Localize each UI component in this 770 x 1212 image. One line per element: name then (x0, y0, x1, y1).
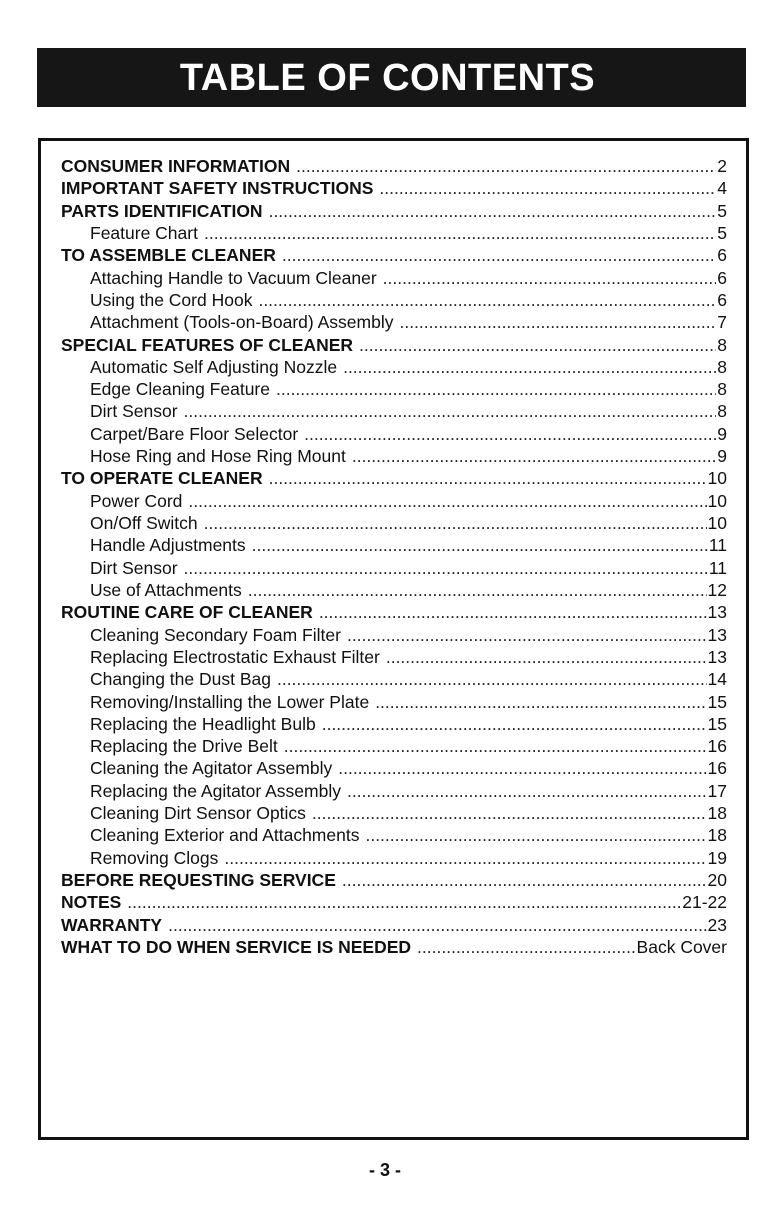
toc-entry-title: Dirt Sensor (90, 557, 178, 578)
toc-entry-title: Changing the Dust Bag (90, 669, 271, 690)
toc-entry-page: 19 (707, 847, 727, 868)
toc-dot-leader (322, 713, 707, 735)
toc-dot-leader (338, 757, 706, 779)
toc-subsection-entry (61, 534, 727, 556)
toc-dot-leader (417, 936, 636, 958)
toc-entry-page: 16 (707, 736, 727, 757)
toc-dot-leader (365, 824, 706, 846)
toc-subsection-entry (61, 423, 727, 445)
toc-subsection-entry (61, 579, 727, 601)
toc-entry-title: Cleaning the Agitator Assembly (90, 758, 333, 779)
toc-section-entry (61, 200, 727, 222)
toc-dot-leader (168, 914, 706, 936)
toc-entry-page: 15 (707, 713, 727, 734)
toc-entry-title: ROUTINE CARE OF CLEANER (61, 602, 313, 623)
toc-dot-leader (248, 579, 707, 601)
toc-entry-title: Carpet/Bare Floor Selector (90, 423, 299, 444)
toc-dot-leader (312, 802, 707, 824)
toc-entry-title: Cleaning Secondary Foam Filter (90, 624, 341, 645)
toc-entry-page: 8 (717, 356, 727, 377)
toc-entry-page: 12 (707, 579, 727, 600)
toc-dot-leader (399, 311, 716, 333)
toc-dot-leader (375, 691, 706, 713)
toc-entry-title: BEFORE REQUESTING SERVICE (61, 870, 336, 890)
toc-entry-page: 11 (708, 535, 727, 556)
toc-entry-page: Back Cover (636, 936, 727, 957)
toc-entry-title: Use of Attachments (90, 579, 242, 600)
toc-entry-title: Removing/Installing the Lower Plate (90, 691, 370, 712)
toc-entry-title: Cleaning Dirt Sensor Optics (90, 803, 306, 824)
toc-entry-page: 10 (707, 490, 727, 511)
toc-dot-leader (184, 557, 708, 579)
toc-entry-page: 18 (707, 803, 727, 824)
toc-entry-page: 6 (717, 267, 727, 288)
toc-dot-leader (188, 490, 706, 512)
toc-dot-leader (342, 869, 707, 891)
toc-dot-leader (258, 289, 716, 311)
toc-dot-leader (252, 534, 708, 556)
toc-dot-leader (127, 891, 681, 913)
toc-entry-page: 6 (717, 245, 727, 266)
toc-subsection-entry (61, 624, 727, 646)
toc-dot-leader (296, 155, 716, 177)
toc-entry-page: 18 (707, 825, 727, 846)
toc-entry-title: Feature Chart (90, 222, 198, 243)
toc-entry-page: 14 (707, 669, 727, 690)
toc-entry-page: 2 (717, 156, 727, 176)
toc-entry-page: 15 (707, 691, 727, 712)
page-title: TABLE OF CONTENTS (179, 56, 596, 99)
toc-section-entry (61, 891, 727, 913)
toc-subsection-entry (61, 802, 727, 824)
toc-subsection-entry (61, 824, 727, 846)
toc-dot-leader (269, 467, 707, 489)
toc-section-entry (61, 869, 727, 891)
toc-entry-title: WARRANTY (61, 914, 163, 935)
toc-dot-leader (379, 177, 716, 199)
title-banner (37, 48, 746, 107)
toc-dot-leader (347, 624, 707, 646)
toc-entry-page: 8 (717, 401, 727, 422)
toc-entry-title: Replacing the Agitator Assembly (90, 780, 341, 801)
toc-entry-page: 10 (707, 513, 727, 533)
toc-dot-leader (343, 356, 716, 378)
toc-subsection-entry (61, 400, 727, 422)
toc-entry-page: 10 (707, 468, 727, 489)
toc-entry-title: Hose Ring and Hose Ring Mount (90, 446, 346, 467)
toc-dot-leader (359, 334, 716, 356)
toc-dot-leader (277, 668, 707, 690)
toc-entry-title: TO ASSEMBLE CLEANER (61, 245, 276, 266)
toc-subsection-entry (61, 713, 727, 735)
table-of-contents-box (38, 138, 749, 1140)
toc-entry-page: 13 (707, 646, 727, 667)
toc-dot-leader (352, 445, 716, 467)
toc-entry-page: 7 (717, 312, 727, 333)
toc-dot-leader (204, 222, 716, 244)
toc-entry-title: On/Off Switch (90, 513, 198, 533)
toc-section-entry (61, 155, 727, 177)
page-number: - 3 - (368, 1160, 401, 1180)
toc-entry-title: SPECIAL FEATURES OF CLEANER (61, 334, 354, 355)
toc-section-entry (61, 914, 727, 936)
toc-entry-title: Using the Cord Hook (90, 289, 253, 310)
toc-entry-title: Power Cord (90, 490, 183, 511)
toc-subsection-entry (61, 267, 727, 289)
toc-dot-leader (284, 735, 707, 757)
toc-entry-page: 4 (717, 178, 727, 199)
toc-entry-page: 21-22 (682, 892, 727, 913)
toc-section-entry (61, 936, 727, 958)
toc-section-entry (61, 177, 727, 199)
toc-entry-title: NOTES (61, 892, 122, 913)
toc-entry-page: 11 (708, 557, 727, 578)
toc-subsection-entry (61, 668, 727, 690)
toc-section-entry (61, 467, 727, 489)
toc-entry-page: 8 (717, 379, 727, 400)
toc-section-entry (61, 334, 727, 356)
toc-entry-page: 9 (717, 446, 727, 467)
toc-section-entry (61, 244, 727, 266)
toc-dot-leader (386, 646, 707, 668)
toc-dot-leader (304, 423, 716, 445)
toc-subsection-entry (61, 691, 727, 713)
toc-subsection-entry (61, 311, 727, 333)
toc-list (61, 155, 727, 958)
toc-entry-page: 9 (717, 423, 727, 444)
toc-dot-leader (276, 378, 716, 400)
toc-subsection-entry (61, 780, 727, 802)
toc-entry-page: 6 (717, 289, 727, 310)
toc-entry-title: Removing Clogs (90, 847, 219, 868)
toc-dot-leader (224, 847, 706, 869)
toc-subsection-entry (61, 445, 727, 467)
toc-entry-title: Attachment (Tools-on-Board) Assembly (90, 312, 394, 333)
toc-entry-title: CONSUMER INFORMATION (61, 156, 291, 176)
toc-subsection-entry (61, 646, 727, 668)
toc-entry-page: 17 (707, 780, 727, 801)
toc-entry-page: 13 (707, 624, 727, 645)
toc-dot-leader (282, 244, 716, 266)
toc-dot-leader (383, 267, 717, 289)
toc-subsection-entry (61, 490, 727, 512)
toc-dot-leader (269, 200, 717, 222)
toc-entry-page: 16 (707, 758, 727, 779)
toc-entry-title: Dirt Sensor (90, 401, 178, 422)
toc-entry-title: Replacing Electrostatic Exhaust Filter (90, 646, 380, 667)
toc-dot-leader (319, 601, 707, 623)
toc-entry-page: 20 (707, 870, 727, 890)
toc-entry-page: 5 (717, 222, 727, 243)
toc-entry-page: 13 (707, 602, 727, 623)
toc-entry-page: 8 (717, 334, 727, 355)
toc-dot-leader (204, 512, 707, 534)
toc-entry-title: Cleaning Exterior and Attachments (90, 825, 360, 846)
toc-dot-leader (347, 780, 707, 802)
toc-entry-title: TO OPERATE CLEANER (61, 468, 263, 489)
toc-entry-title: WHAT TO DO WHEN SERVICE IS NEEDED (61, 936, 412, 957)
toc-dot-leader (184, 400, 717, 422)
toc-subsection-entry (61, 289, 727, 311)
toc-subsection-entry (61, 356, 727, 378)
toc-section-entry (61, 601, 727, 623)
toc-subsection-entry (61, 757, 727, 779)
toc-entry-title: IMPORTANT SAFETY INSTRUCTIONS (61, 178, 374, 199)
toc-entry-title: Replacing the Drive Belt (90, 736, 278, 757)
toc-entry-title: PARTS IDENTIFICATION (61, 200, 263, 221)
toc-entry-page: 23 (707, 914, 727, 935)
toc-subsection-entry (61, 512, 727, 534)
toc-entry-page: 5 (717, 200, 727, 221)
toc-subsection-entry (61, 378, 727, 400)
toc-entry-title: Replacing the Headlight Bulb (90, 713, 316, 734)
toc-subsection-entry (61, 847, 727, 869)
toc-subsection-entry (61, 222, 727, 244)
toc-entry-title: Handle Adjustments (90, 535, 246, 556)
toc-entry-title: Edge Cleaning Feature (90, 379, 270, 400)
toc-subsection-entry (61, 557, 727, 579)
toc-entry-title: Automatic Self Adjusting Nozzle (90, 356, 338, 377)
toc-entry-title: Attaching Handle to Vacuum Cleaner (90, 267, 377, 288)
toc-subsection-entry (61, 735, 727, 757)
